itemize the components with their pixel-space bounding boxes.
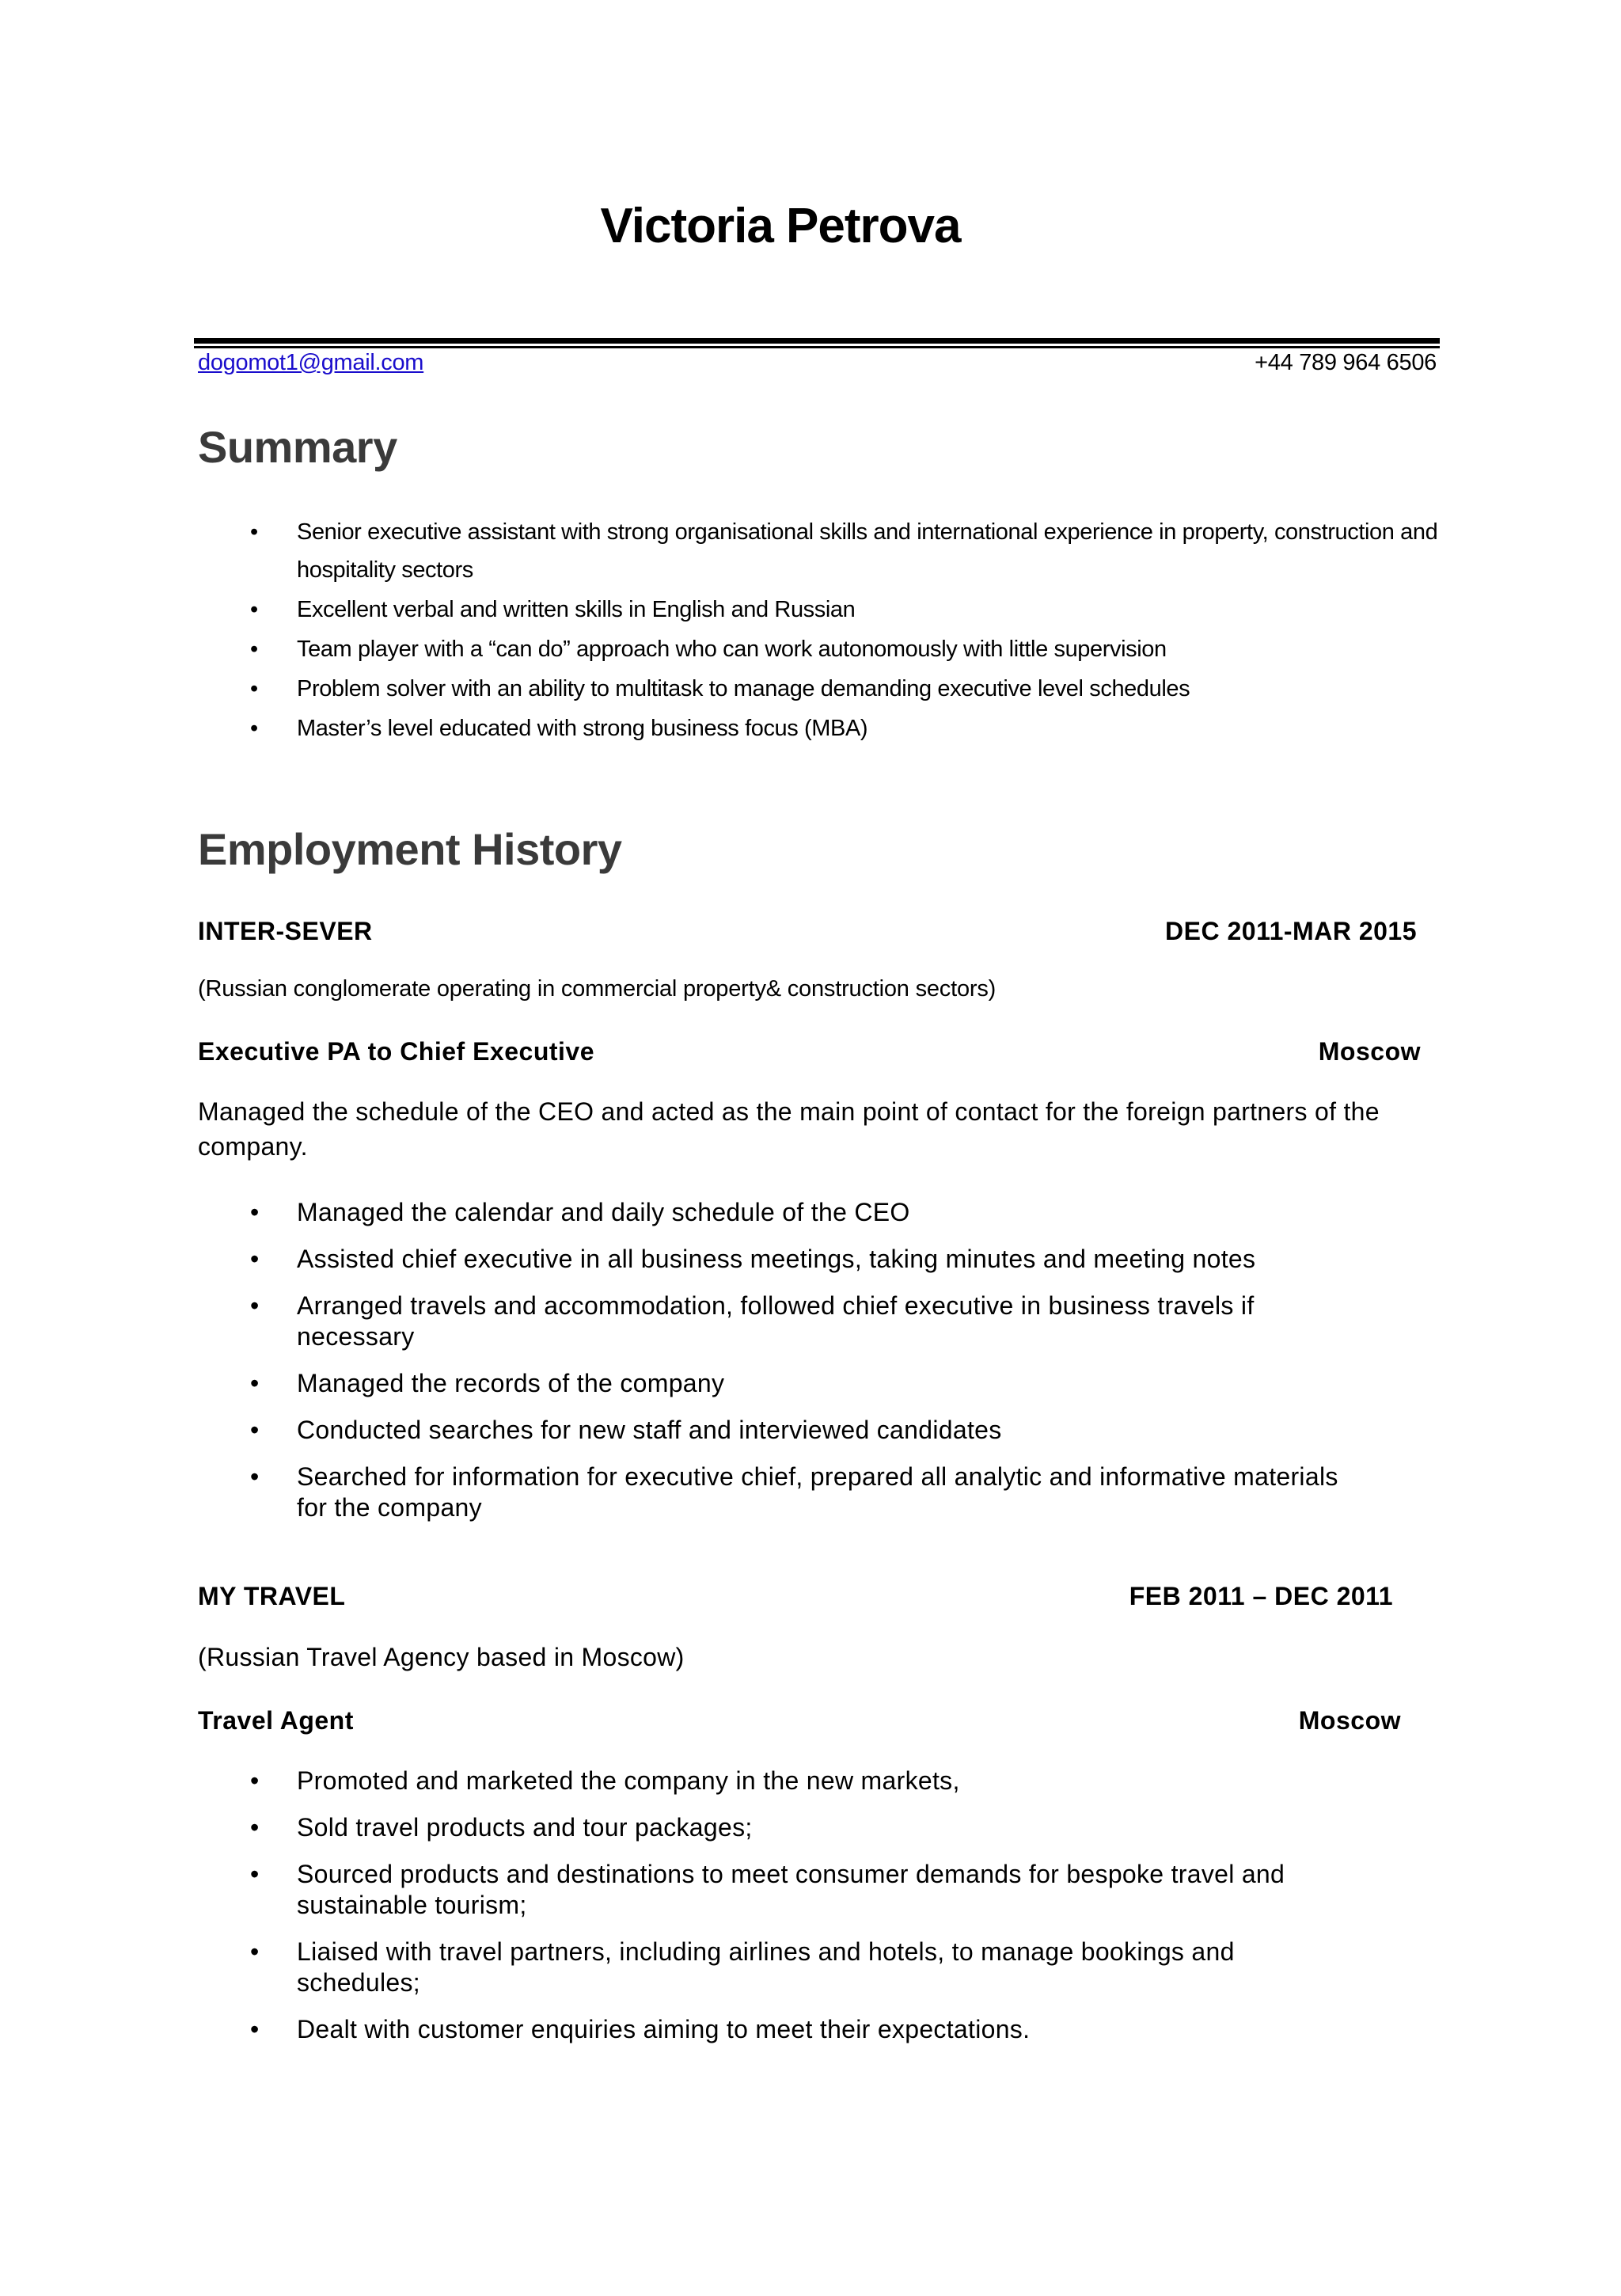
bullet-icon: • (250, 1860, 260, 1888)
list-item: • Dealt with customer enquiries aiming to meet their expectations. (250, 2015, 1031, 2043)
bullet-icon: • (250, 1462, 260, 1491)
header-divider-thick (194, 338, 1440, 344)
job-location: Moscow (1298, 1706, 1401, 1735)
list-item: • Liaised with travel partners, including airlines and hotels, to manage bookings and schedules; (250, 1937, 1235, 1997)
bullet-icon: • (250, 519, 258, 545)
company-name: INTER-SEVER (198, 917, 373, 945)
list-item: • Arranged travels and accommodation, followed chief executive in business travels if necessary (250, 1291, 1255, 1351)
employment-heading: Employment History (198, 824, 622, 874)
bullet-icon: • (250, 1198, 260, 1226)
bullet-icon: • (250, 2015, 260, 2043)
list-item: • Managed the records of the company (250, 1369, 725, 1397)
bullet-icon: • (250, 1369, 260, 1397)
list-item: • Senior executive assistant with strong organisational skills and international experience in property, construction and hospitality sectors (198, 513, 1448, 589)
bullet-icon: • (250, 1813, 260, 1842)
job-duties-list (198, 1766, 1433, 2045)
company-description: (Russian Travel Agency based in Moscow) (198, 1643, 685, 1671)
job-location: Moscow (1318, 1037, 1421, 1066)
summary-heading: Summary (198, 422, 397, 472)
bullet-icon: • (250, 1766, 260, 1795)
bullet-icon: • (250, 1937, 260, 1966)
list-item: • Problem solver with an ability to multitask to manage demanding executive level schedules (198, 670, 1448, 708)
header-divider-thin (194, 346, 1440, 348)
bullet-icon: • (250, 597, 258, 622)
list-item: • Assisted chief executive in all business meetings, taking minutes and meeting notes (250, 1245, 1256, 1273)
list-item: • Master’s level educated with strong business focus (MBA) (198, 709, 1448, 747)
bullet-icon: • (250, 1416, 260, 1444)
list-item: • Excellent verbal and written skills in English and Russian (198, 591, 1448, 629)
list-item: • Promoted and marketed the company in the new markets, (250, 1766, 960, 1795)
list-item: • Managed the calendar and daily schedule of the CEO (250, 1198, 910, 1226)
list-item: • Sold travel products and tour packages; (250, 1813, 753, 1842)
job-summary: Managed the schedule of the CEO and acted as the main point of contact for the foreign partners of the company. (198, 1097, 1380, 1161)
job-dates: DEC 2011-MAR 2015 (1165, 917, 1417, 945)
list-item: • Team player with a “can do” approach who can work autonomously with little supervision (198, 630, 1448, 668)
email-link[interactable]: dogomot1@gmail.com (198, 350, 424, 375)
company-description: (Russian conglomerate operating in commercial property& construction sectors) (198, 976, 997, 1002)
job-dates: FEB 2011 – DEC 2011 (1129, 1582, 1393, 1610)
bullet-icon: • (250, 1291, 260, 1320)
job-duties-list (198, 1197, 1433, 1523)
list-item: • Searched for information for executive chief, prepared all analytic and informative materials for the company (250, 1462, 1338, 1522)
job-title: Executive PA to Chief Executive (198, 1037, 594, 1066)
bullet-icon: • (250, 716, 258, 741)
company-name: MY TRAVEL (198, 1582, 346, 1610)
bullet-icon: • (250, 676, 258, 701)
summary-list (198, 513, 1448, 749)
list-item: • Sourced products and destinations to meet consumer demands for bespoke travel and sustainable tourism; (250, 1860, 1285, 1919)
job-title: Travel Agent (198, 1706, 354, 1735)
list-item: • Conducted searches for new staff and interviewed candidates (250, 1416, 1002, 1444)
bullet-icon: • (250, 637, 258, 662)
phone-number: +44 789 964 6506 (1255, 350, 1437, 375)
candidate-name: Victoria Petrova (600, 199, 961, 253)
bullet-icon: • (250, 1245, 260, 1273)
